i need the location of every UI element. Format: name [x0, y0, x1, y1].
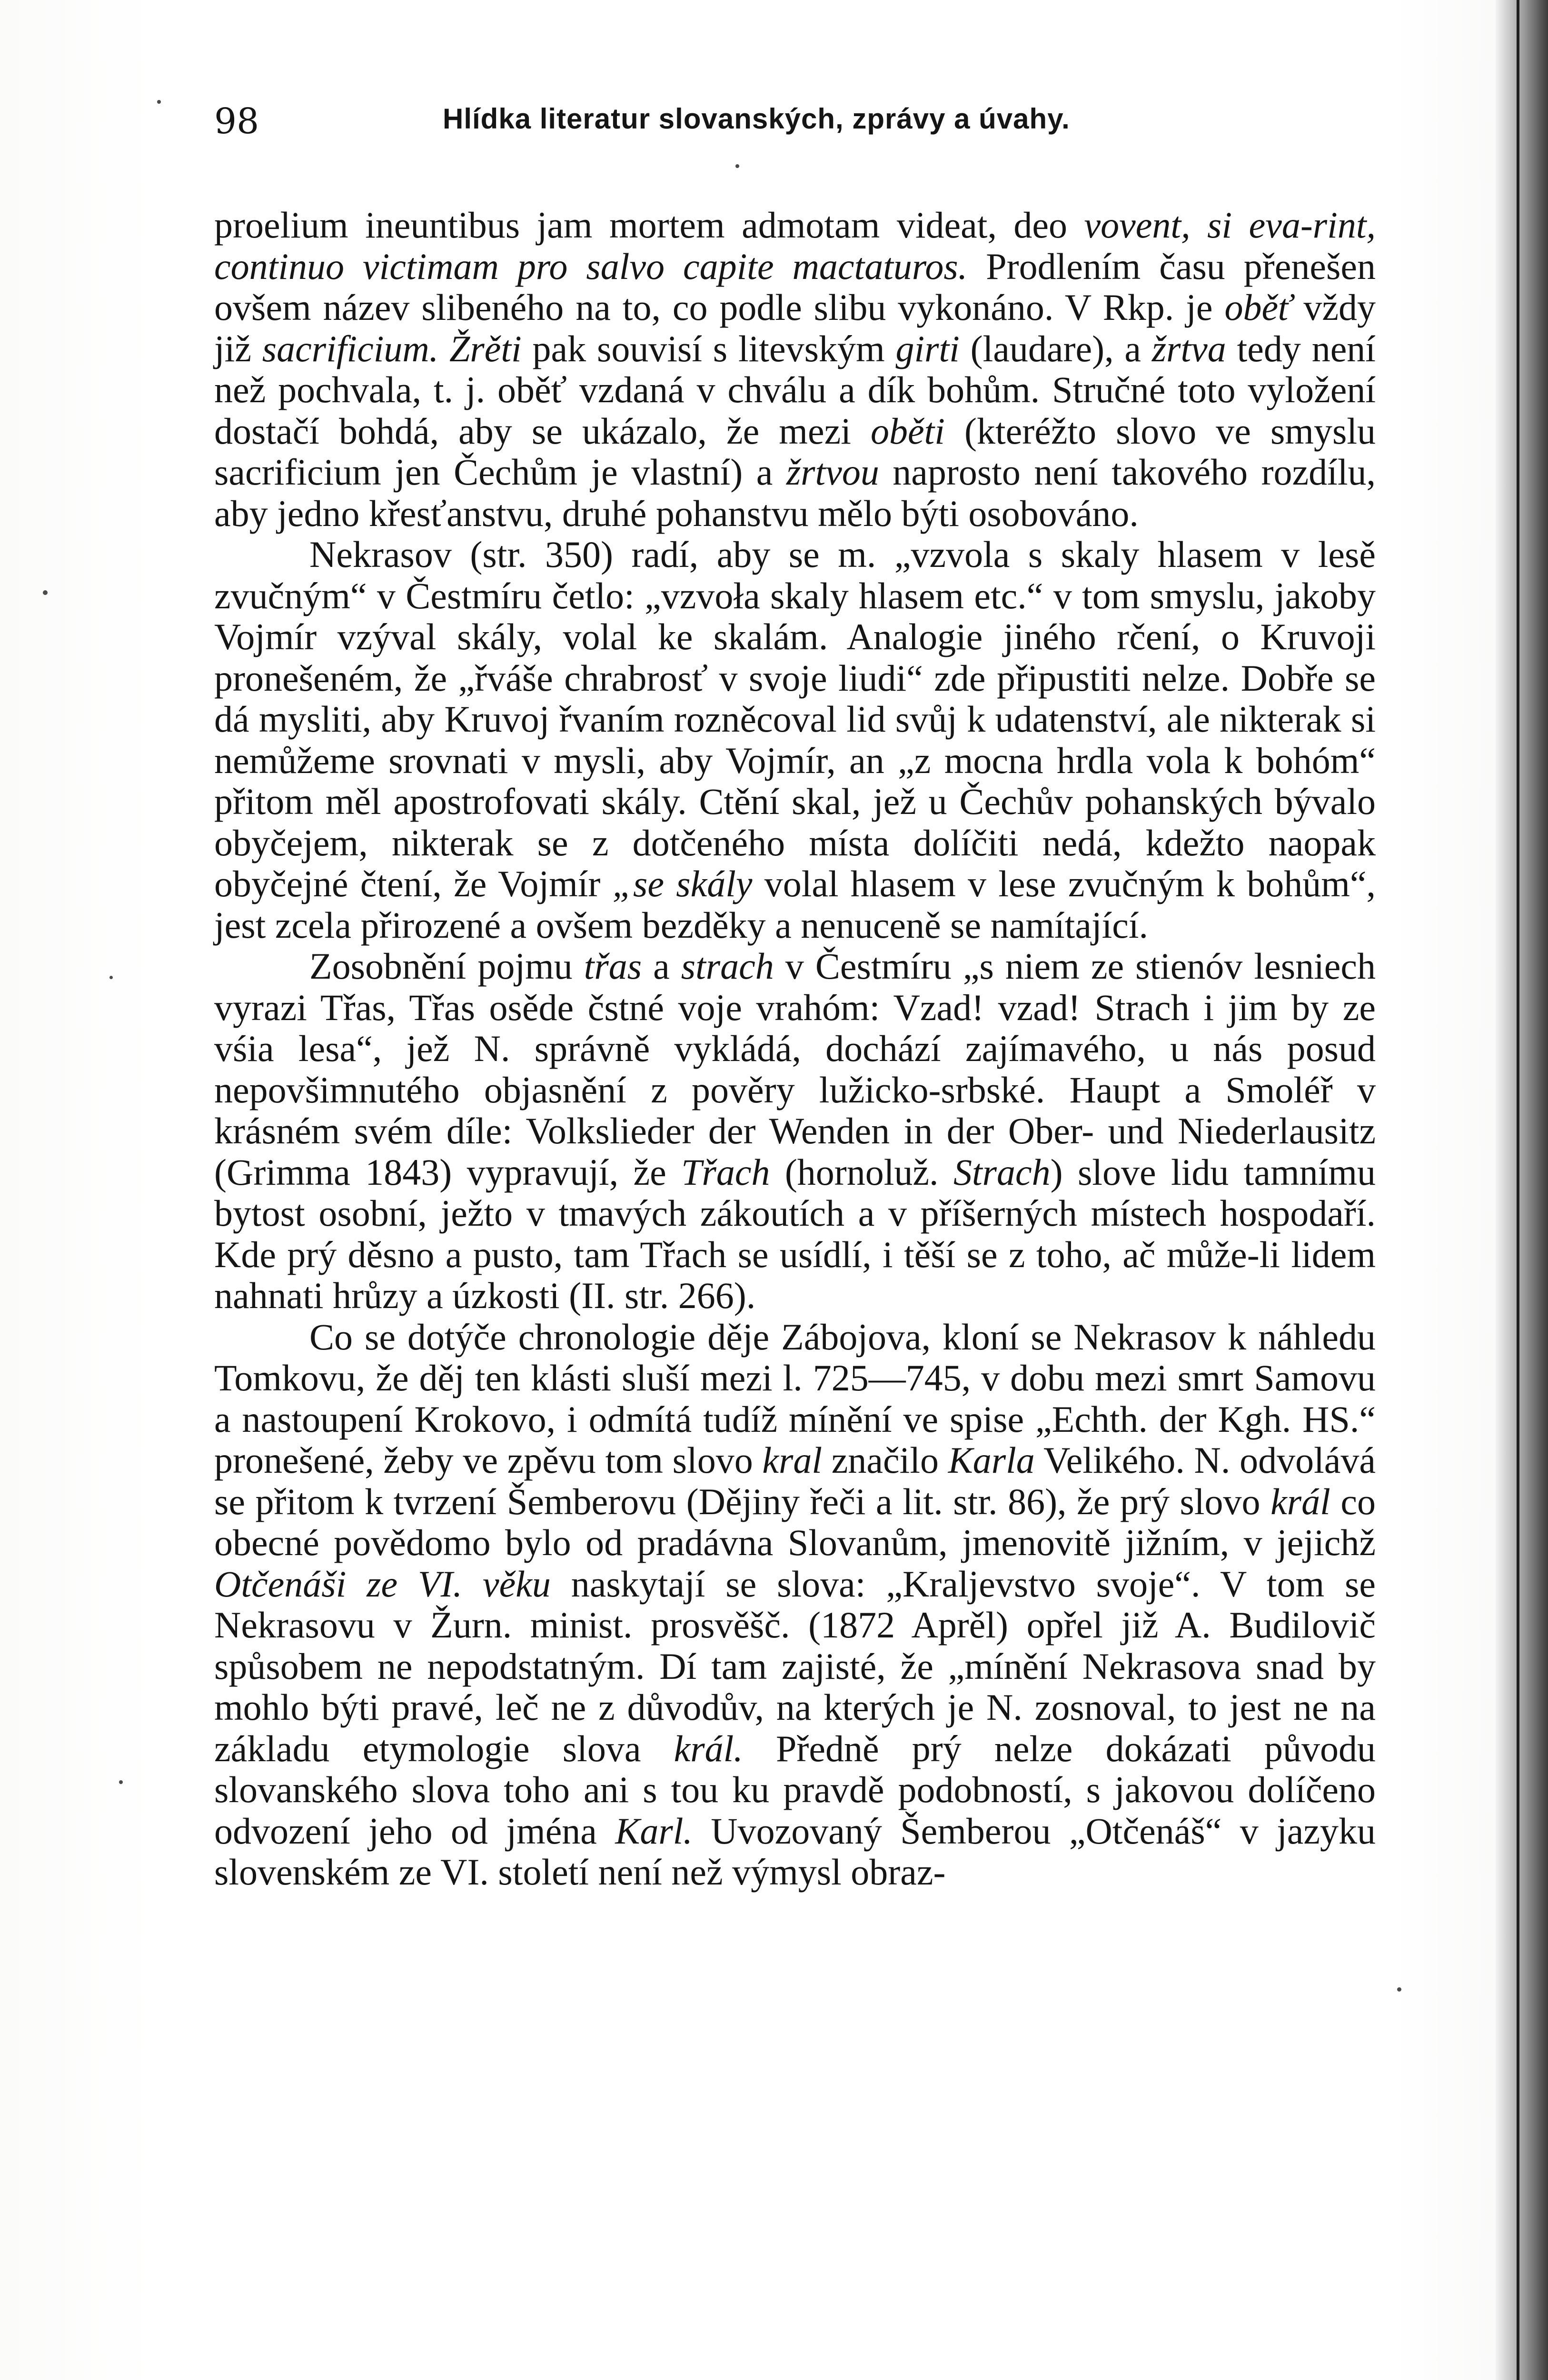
scan-speck	[157, 100, 161, 104]
page-edge-line	[1517, 0, 1519, 2380]
italic-text: třas	[584, 945, 642, 987]
text-run: Co se dotýče chronologie děje Zábojova, kloní se Nekrasov k náhledu Tomkovu, že děj ten klásti sluší mezi l. 725—745, v dobu mezi smrt Samovu a nastoupení Krokovo, i odmítá tudíž mínění ve spise „Echth. der Kgh. HS.“ pronešené, žeby ve zpěvu tom slovo	[214, 1316, 1376, 1481]
italic-text: žrtva	[1151, 327, 1226, 369]
text-run: Prodlením času přenešen ovšem název slibeného na to, co podle slibu vykonáno. V Rkp. je	[214, 245, 1376, 328]
page-header	[214, 95, 1376, 148]
scan-speck	[109, 976, 113, 979]
page-number: 98	[214, 101, 259, 142]
italic-text: oběti	[870, 410, 945, 452]
text-run: pak souvisí s litevským	[521, 327, 896, 369]
italic-text: strach	[681, 945, 774, 987]
italic-text: král	[1270, 1480, 1330, 1522]
scan-speck	[119, 1780, 123, 1784]
text-run: naskytají se slova: „Kraljevstvo svoje“. V tom se Nekrasovu v Žurn. minist. prosvěšč. (1872 Aprěl) opřel již A. Budilovič spůsobem ne nepodstatným. Dí tam zajisté, že „mínění Nekrasova snad by mohlo býti pravé, leč ne z důvodův, na kterých je N. zosnoval, to jest ne na základu etymologie slova	[214, 1563, 1376, 1769]
text-run: značilo	[822, 1439, 948, 1481]
scan-speck	[1397, 1987, 1401, 1992]
text-run: proelium ineuntibus jam mortem admotam videat, deo	[214, 204, 1084, 246]
text-run: Velikého. N. odvolává se přitom k tvrzení Šemberovu (Dějiny řeči a lit. str. 86), že prý slovo	[214, 1439, 1376, 1522]
italic-text: „se skály	[612, 863, 753, 904]
text-run: Uvozovaný Šemberou „Otčenáš“ v jazyku slovenském ze VI. století není než výmysl obraz-	[214, 1810, 1376, 1893]
text-run: ) slove lidu tamnímu bytost osobní, ježto v tmavých zákoutích a v příšerných místech hospodaří. Kde prý děsno a pusto, tam Třach se usídlí, i těší se z toho, ač může-li lidem nahnati hrůzy a úzkosti (II. str. 266).	[214, 1151, 1376, 1316]
text-run: v Čestmíru „s niem ze stienóv lesniech vyrazi Třas, Třas osěde čstné voje vrahóm: Vzad! vzad! Strach i jim by ze vśia lesa“, jež N. správně vykládá, dochází zajímavého, u nás posud nepovšimnutého objasnění z pověry lužicko-srbské. Haupt a Smoléř v krásném svém díle: Volkslieder der Wenden in der Ober- und Niederlausitz (Grimma 1843) vypravují, že	[214, 945, 1376, 1193]
text-run: (kteréžto slovo ve smyslu sacrificium jen Čechům je vlastní) a	[214, 410, 1376, 493]
italic-text: oběť	[1224, 287, 1292, 328]
italic-text: král.	[674, 1727, 743, 1769]
italic-text: Karl.	[615, 1810, 693, 1852]
body-text	[214, 205, 1376, 1893]
text-run: (laudare), a	[959, 327, 1152, 369]
text-run: tedy není než pochvala, t. j. oběť vzdaná v chválu a dík bohům. Stručné toto vyložení dostačí bohdá, aby se ukázalo, že mezi	[214, 327, 1376, 452]
italic-text: Třach	[681, 1151, 770, 1193]
italic-text: Strach	[953, 1151, 1051, 1193]
text-run: naprosto není takového rozdílu, aby jedno křesťanstvu, druhé pohanstvu mělo býti osobováno.	[214, 451, 1376, 534]
running-head: Hlídka literatur slovanských, zprávy a úvahy.	[443, 103, 1070, 135]
page-edge-shadow	[1496, 0, 1548, 2380]
paragraph	[214, 946, 1376, 1317]
italic-text: kral	[762, 1439, 823, 1481]
text-run: (hornoluž.	[770, 1151, 953, 1193]
text-run: co obecné povědomo bylo od pradávna Slovanům, jmenovitě jižním, v jejichž	[214, 1480, 1376, 1563]
italic-text: sacrificium. Žrěti	[262, 327, 522, 369]
italic-text: vovent, si eva-rint, continuo victimam pro salvo capite mactaturos.	[214, 204, 1376, 287]
text-run: Nekrasov (str. 350) radí, aby se m. „vzvola s skaly hlasem v lesě zvučným“ v Čestmíru četlo: „vzvoła skaly hlasem etc.“ v tom smyslu, jakoby Vojmír vzýval skály, volal ke skalám. Analogie jiného rčení, o Kruvoji pronešeném, že „řváše chrabrosť v svoje liudi“ zde připustiti nelze. Dobře se dá mysliti, aby Kruvoj řvaním rozněcoval lid svůj k udatenství, ale nikterak si nemůžeme srovnati v mysli, aby Vojmír, an „z mocna hrdla vola k bohóm“ přitom měl apostrofovati skály. Ctění skal, jež u Čechův pohanských bývalo obyčejem, nikterak se z dotčeného místa dolíčiti nedá, kdežto naopak obyčejné čtení, že Vojmír	[214, 534, 1376, 904]
text-run: Předně prý nelze dokázati původu slovanského slova toho ani s tou ku pravdě podobností, s jakovou dolíčeno odvození jeho od jména	[214, 1727, 1376, 1852]
scan-speck	[43, 590, 48, 595]
paragraph	[214, 1317, 1376, 1893]
text-run: vždy již	[214, 287, 1376, 369]
paragraph	[214, 534, 1376, 946]
text-run: a	[642, 945, 681, 987]
italic-text: Otčenáši ze VI. věku	[214, 1563, 551, 1605]
text-run: Zosobnění pojmu	[309, 945, 584, 987]
italic-text: girti	[895, 327, 960, 369]
italic-text: žrtvou	[786, 451, 879, 493]
scan-speck	[735, 164, 739, 168]
paragraph	[214, 205, 1376, 534]
italic-text: Karla	[948, 1439, 1035, 1481]
text-run: volal hlasem v lese zvučným k bohům“, jest zcela přirozené a ovšem bezděky a nenuceně se namítající.	[214, 863, 1376, 946]
